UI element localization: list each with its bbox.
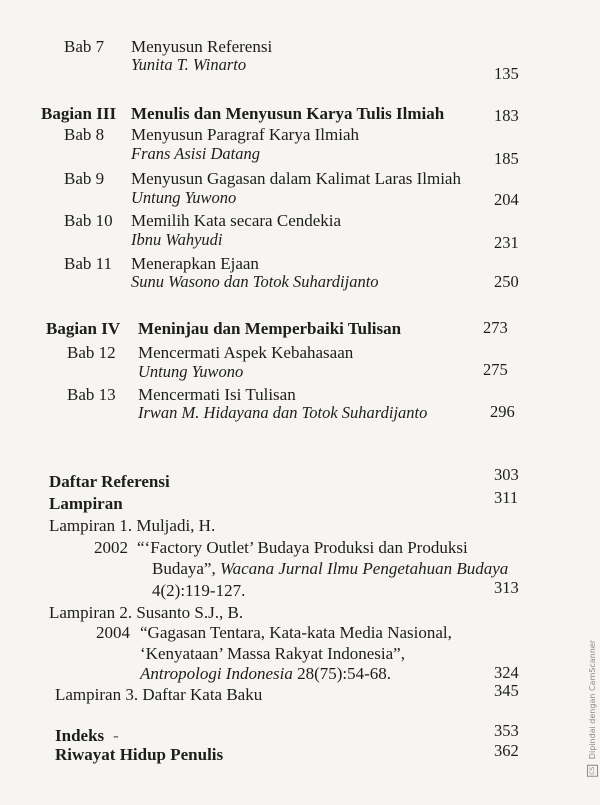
bab10-page: 231 <box>494 233 519 252</box>
lampiran1-journal: Wacana Jurnal Ilmu Pengetahuan Budaya <box>219 559 509 578</box>
scanner-watermark <box>587 640 598 777</box>
indeks-page: 353 <box>494 721 519 740</box>
bab8-title: Menyusun Paragraf Karya Ilmiah <box>131 125 360 144</box>
bab11-title: Menerapkan Ejaan <box>131 254 259 273</box>
bab7-label: Bab 7 <box>64 37 105 56</box>
bab12-label: Bab 12 <box>67 343 116 362</box>
bagian4-page: 273 <box>483 318 508 337</box>
bab10-author: Ibnu Wahyudi <box>131 230 223 249</box>
lampiran1-page: 313 <box>494 578 519 597</box>
lampiran3-heading: Lampiran 3. Daftar Kata Baku <box>55 685 263 704</box>
camscanner-badge: CS <box>589 766 596 775</box>
bagian3-title: Menulis dan Menyusun Karya Tulis Ilmiah <box>131 104 445 123</box>
bab9-page: 204 <box>494 190 519 209</box>
lampiran2-journal: Antropologi Indonesia <box>140 664 293 683</box>
bab12-author: Untung Yuwono <box>138 362 244 381</box>
lampiran2-page: 324 <box>494 663 519 682</box>
lampiran-page: 311 <box>494 488 519 507</box>
bab13-page: 296 <box>490 402 515 421</box>
bab11-author: Sunu Wasono dan Totok Suhardijanto <box>131 272 379 291</box>
bab9-label: Bab 9 <box>64 169 105 188</box>
bab13-label: Bab 13 <box>67 385 116 404</box>
daftar-referensi-page: 303 <box>494 465 519 484</box>
lampiran2-line3 <box>140 665 391 682</box>
lampiran1-year: 2002 <box>94 538 128 557</box>
lampiran-title: Lampiran <box>49 494 123 513</box>
bab9-title: Menyusun Gagasan dalam Kalimat Laras Ilmiah <box>131 169 461 188</box>
lampiran1-heading: Lampiran 1. Muljadi, H. <box>49 516 216 535</box>
lampiran2-year: 2004 <box>96 623 130 642</box>
bab12-title: Mencermati Aspek Kebahasaan <box>138 343 354 362</box>
bab7-page: 135 <box>494 64 519 83</box>
bab9-author: Untung Yuwono <box>131 188 237 207</box>
riwayat-title: Riwayat Hidup Penulis <box>55 745 224 764</box>
lampiran2-line1: “Gagasan Tentara, Kata-kata Media Nasional, <box>140 623 452 642</box>
lampiran2-line3-plain: 28(75):54-68. <box>292 664 392 683</box>
bab11-label: Bab 11 <box>64 254 113 273</box>
bab8-page: 185 <box>494 149 519 168</box>
bagian3-label: Bagian III <box>41 104 117 123</box>
lampiran3-page: 345 <box>494 681 519 700</box>
stray-mark: - <box>113 726 119 745</box>
bab10-title: Memilih Kata secara Cendekia <box>131 211 342 230</box>
lampiran2-line2: ‘Kenyataan’ Massa Rakyat Indonesia”, <box>140 644 405 663</box>
bab8-label: Bab 8 <box>64 125 105 144</box>
lampiran2-heading: Lampiran 2. Susanto S.J., B. <box>49 603 244 622</box>
bab11-page: 250 <box>494 272 519 291</box>
bagian3-page: 183 <box>494 106 519 125</box>
bab13-title: Mencermati Isi Tulisan <box>138 385 296 404</box>
bab13-author: Irwan M. Hidayana dan Totok Suhardijanto <box>138 403 428 422</box>
bab10-label: Bab 10 <box>64 211 113 230</box>
riwayat-page: 362 <box>494 741 519 760</box>
daftar-referensi-title: Daftar Referensi <box>49 472 170 491</box>
lampiran1-line2-plain: Budaya”, <box>152 559 220 578</box>
bab12-page: 275 <box>483 360 508 379</box>
bab7-author: Yunita T. Winarto <box>131 55 247 74</box>
bab8-author: Frans Asisi Datang <box>131 144 260 163</box>
indeks-title: Indeks <box>55 726 105 745</box>
bagian4-title: Meninjau dan Memperbaiki Tulisan <box>138 319 402 338</box>
lampiran1-line1: “‘Factory Outlet’ Budaya Produksi dan Produksi <box>137 538 468 557</box>
bab7-title: Menyusun Referensi <box>131 37 273 56</box>
lampiran1-line2 <box>152 560 508 577</box>
lampiran1-line3: 4(2):119-127. <box>152 581 246 600</box>
bagian4-label: Bagian IV <box>46 319 121 338</box>
camscanner-text: Dipindai dengan CamScanner <box>588 640 597 760</box>
